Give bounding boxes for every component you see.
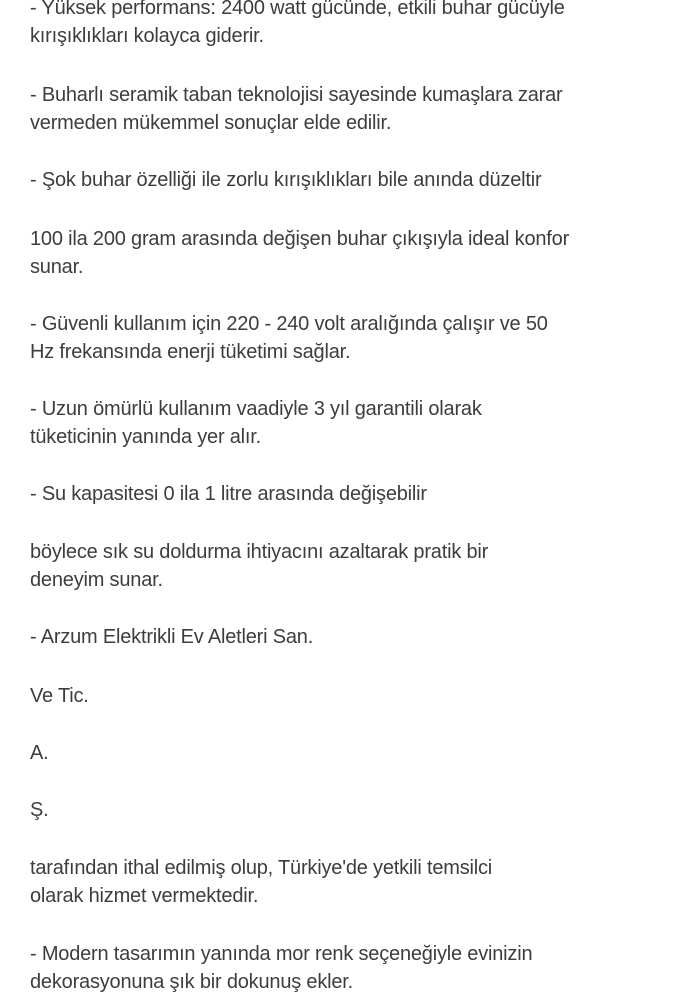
paragraph-steam-output: 100 ila 200 gram arasında değişen buhar çıkışıyla ideal konfor sunar.: [30, 228, 570, 278]
paragraph-performance: - Yüksek performans: 2400 watt gücünde, etkili buhar gücüyle kırışıklıkları kolayca giderir.: [30, 0, 565, 47]
paragraph-design: - Modern tasarımın yanında mor renk seçeneğiyle evinizin dekorasyonuna şık bir dokunuş ekler.: [30, 943, 533, 993]
paragraph-s: Ş.: [30, 799, 49, 821]
paragraph-ceramic-sole: - Buharlı seramik taban teknolojisi sayesinde kumaşlara zarar vermeden mükemmel sonuçlar elde edilir.: [30, 84, 563, 134]
paragraph-shock-steam: - Şok buhar özelliği ile zorlu kırışıklıkları bile anında düzeltir: [30, 169, 542, 191]
paragraph-manufacturer: - Arzum Elektrikli Ev Aletleri San.: [30, 626, 314, 648]
paragraph-ve-tic: Ve Tic.: [30, 685, 89, 707]
paragraph-a: A.: [30, 742, 49, 764]
paragraph-warranty: - Uzun ömürlü kullanım vaadiyle 3 yıl garantili olarak tüketicinin yanında yer alır.: [30, 398, 482, 448]
paragraph-importer: tarafından ithal edilmiş olup, Türkiye'de yetkili temsilci olarak hizmet vermektedir.: [30, 857, 493, 907]
paragraph-voltage: - Güvenli kullanım için 220 - 240 volt aralığında çalışır ve 50 Hz frekansında enerji tüketimi sağlar.: [30, 313, 548, 363]
paragraph-refill: böylece sık su doldurma ihtiyacını azaltarak pratik bir deneyim sunar.: [30, 541, 489, 591]
paragraph-water-capacity: - Su kapasitesi 0 ila 1 litre arasında değişebilir: [30, 483, 427, 505]
